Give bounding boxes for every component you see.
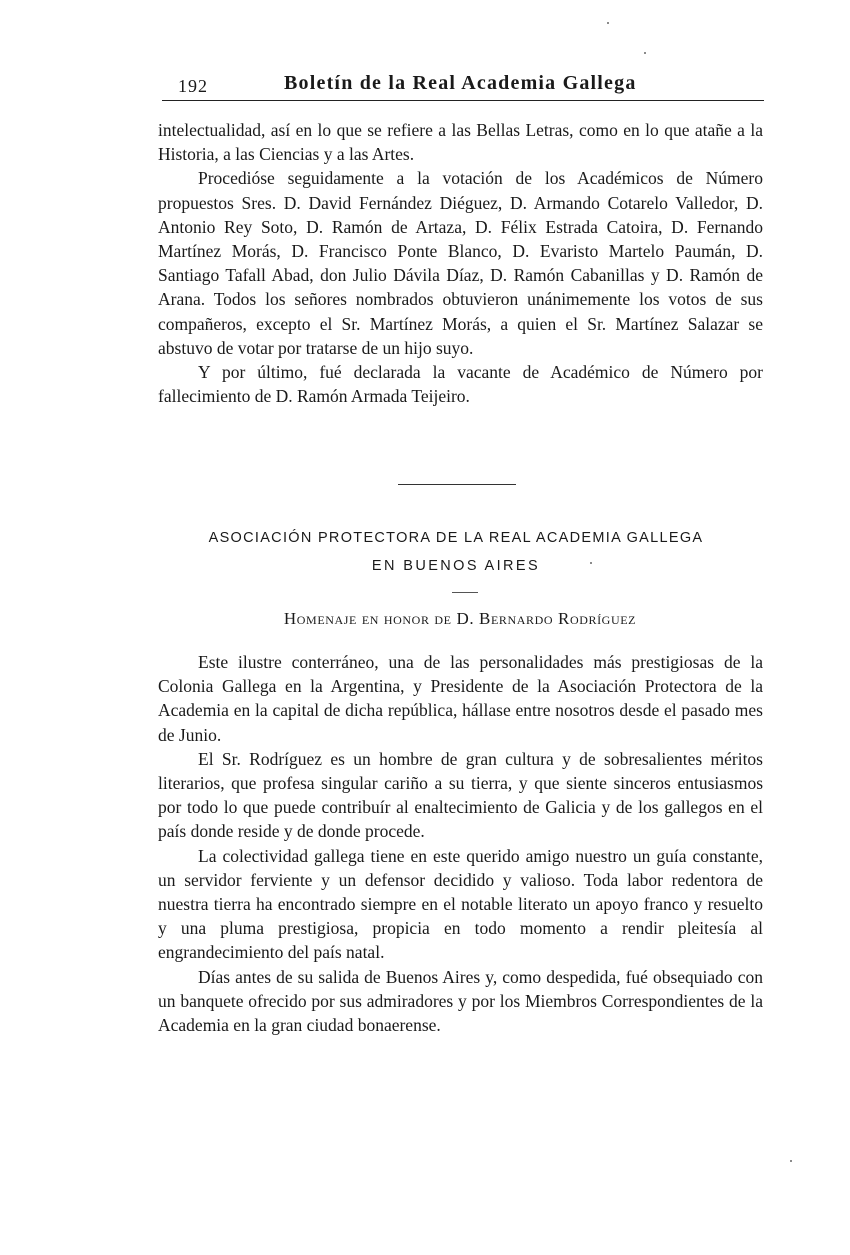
paragraph: Procedióse seguidamente a la votación de los Académicos de Número propuestos Sres. D. David Fernández Diéguez, D. Armando Cotarelo Valledor, D. Antonio Rey Soto, D. Ramón de Artaza, D. Félix Estrada Catoira, D. Fernando Martínez Morás, D. Francisco Ponte Blanco, D. Evaristo Martelo Paumán, D. Santiago Tafall Abad, don Julio Dávila Díaz, D. Ramón Cabanillas y D. Ramón de Arana. Todos los señores nombrados obtuvieron unánimemente los votos de sus compañeros, excepto el Sr. Martínez Morás, a quien el Sr. Martínez Salazar se abstuvo de votar por tratarse de un hijo suyo. [158, 168, 763, 358]
page-number: 192 [178, 76, 208, 96]
heading-dash [452, 592, 478, 593]
section2-text [158, 650, 763, 1037]
scan-speck [590, 562, 592, 564]
section-heading: ASOCIACIÓN PROTECTORA DE LA REAL ACADEMIA GALLEGA [208, 530, 704, 546]
paragraph: La colectividad gallega tiene en este querido amigo nuestro un guía constante, un servidor ferviente y un defensor decidido y valioso. Toda labor redentora de nuestra tierra ha encontrado siempre en el notable literato un apoyo franco y resuelto y una pluma prestigiosa, propicia en todo momento a rendir pleitesía al engrandecimiento del país natal. [158, 845, 763, 963]
article-subheading: Homenaje en honor de D. Bernardo Rodríguez [283, 609, 637, 628]
paragraph: Y por último, fué declarada la vacante de Académico de Número por fallecimiento de D. Ramón Armada Teijeiro. [158, 362, 763, 407]
paragraph: Este ilustre conterráneo, una de las personalidades más prestigiosas de la Colonia Gallega en la Argentina, y Presidente de la Asociación Protectora de la Academia en la capital de dicha república, hállase entre nosotros desde el pasado mes de Junio. [158, 652, 763, 745]
section-heading-line2: EN BUENOS AIRES [371, 558, 541, 574]
scan-speck [790, 1160, 792, 1162]
paragraph: Días antes de su salida de Buenos Aires y, como despedida, fué obsequiado con un banquete ofrecido por sus admiradores y por los Miembros Correspondientes de la Academia en la gran ciudad bonaerense. [158, 966, 763, 1036]
running-title: Boletín de la Real Academia Gallega [284, 72, 637, 94]
section1-text [158, 118, 763, 408]
page-header [162, 66, 764, 101]
paragraph: intelectualidad, así en lo que se refiere a las Bellas Letras, como en lo que atañe a la Historia, a las Ciencias y a las Artes. [158, 120, 763, 165]
scan-speck [644, 52, 646, 54]
scan-speck [607, 22, 609, 24]
section-divider [398, 484, 516, 485]
paragraph: El Sr. Rodríguez es un hombre de gran cultura y de sobresalientes méritos literarios, que profesa singular cariño a su tierra, y que siente sinceros entusiasmos por todo lo que puede contribuír al enaltecimiento de Galicia y de los gallegos en el país donde reside y de donde procede. [158, 748, 763, 842]
